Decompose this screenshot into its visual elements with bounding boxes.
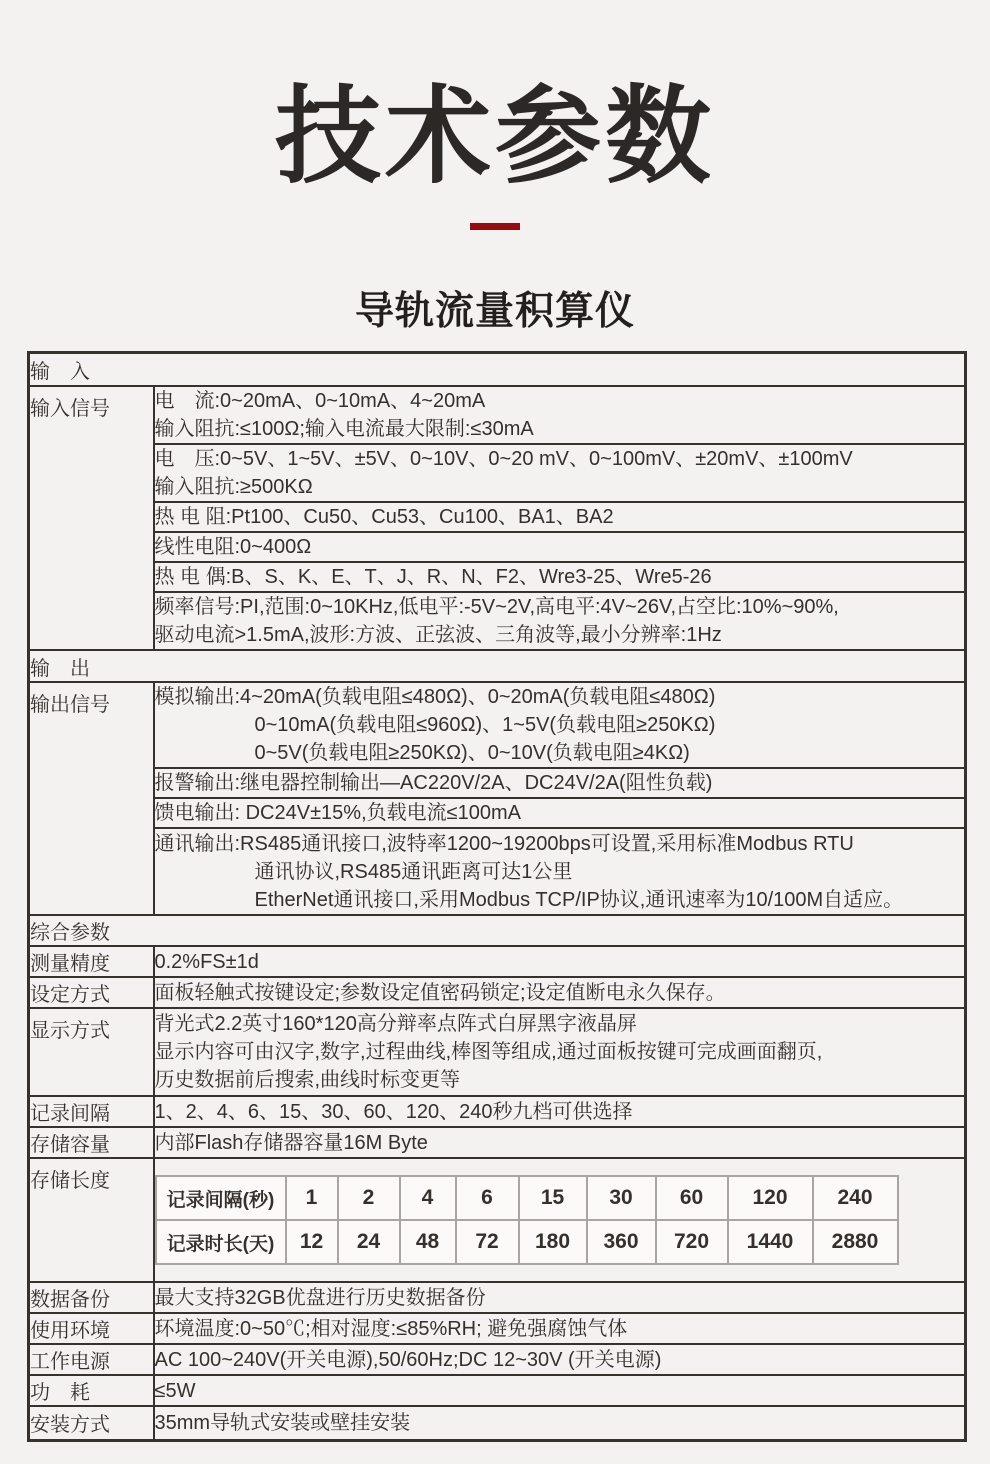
spec-value xyxy=(154,1344,966,1375)
spec-line: 热 电 偶:B、S、K、E、T、J、R、N、F2、Wre3-25、Wre5-26 xyxy=(154,566,712,589)
spec-row-input-linear-resistance xyxy=(29,532,966,562)
spec-row-input-frequency xyxy=(29,592,966,650)
spec-value xyxy=(154,1313,966,1344)
section-label: 综合参数 xyxy=(29,915,966,946)
spec-label: 显示方式 xyxy=(29,1008,154,1096)
spec-row-display-method xyxy=(29,1008,966,1096)
spec-row-output-alarm xyxy=(29,768,966,798)
spec-value xyxy=(154,1008,966,1096)
spec-line: 驱动电流>1.5mA,波形:方波、正弦波、三角波等,最小分辨率:1Hz xyxy=(154,624,722,647)
spec-label: 功 耗 xyxy=(29,1375,154,1406)
spec-row-environment xyxy=(29,1313,966,1344)
spec-label: 存储长度 xyxy=(29,1158,154,1282)
spec-value xyxy=(154,592,966,650)
spec-value xyxy=(154,1282,966,1313)
spec-label: 设定方式 xyxy=(29,977,154,1008)
spec-value xyxy=(154,946,966,977)
spec-line: 1、2、4、6、15、30、60、120、240秒九档可供选择 xyxy=(154,1100,633,1123)
spec-line: 通讯输出:RS485通讯接口,波特率1200~19200bps可设置,采用标准Modbus RTU xyxy=(154,832,854,855)
spec-value xyxy=(154,1158,966,1282)
spec-line: 0.2%FS±1d xyxy=(154,950,259,973)
spec-row-storage-capacity xyxy=(29,1127,966,1158)
storage-duration-value: 2880 xyxy=(813,1220,898,1264)
storage-interval-value: 4 xyxy=(400,1176,456,1220)
storage-interval-value: 15 xyxy=(519,1176,587,1220)
storage-duration-value: 12 xyxy=(286,1220,338,1264)
spec-line: 馈电输出: DC24V±15%,负载电流≤100mA xyxy=(154,802,521,825)
spec-label: 工作电源 xyxy=(29,1344,154,1375)
spec-line: 内部Flash存储器容量16M Byte xyxy=(154,1131,428,1154)
spec-value xyxy=(154,682,966,768)
storage-interval-header: 记录间隔(秒) xyxy=(156,1176,286,1220)
storage-interval-value: 240 xyxy=(813,1176,898,1220)
storage-duration-value: 48 xyxy=(400,1220,456,1264)
storage-interval-value: 6 xyxy=(456,1176,519,1220)
storage-duration-value: 24 xyxy=(338,1220,400,1264)
section-label: 输 入 xyxy=(29,352,966,386)
spec-line: 0~10mA(负载电阻≤960Ω)、1~5V(负载电阻≥250KΩ) xyxy=(254,714,716,737)
spec-line: 环境温度:0~50℃;相对湿度:≤85%RH; 避免强腐蚀气体 xyxy=(154,1317,628,1340)
spec-line: 历史数据前后搜索,曲线时标变更等 xyxy=(154,1069,461,1092)
storage-interval-value: 120 xyxy=(728,1176,813,1220)
storage-interval-value: 1 xyxy=(286,1176,338,1220)
spec-value xyxy=(154,1406,966,1440)
spec-line: 0~5V(负载电阻≥250KΩ)、0~10V(负载电阻≥4KΩ) xyxy=(254,742,690,765)
storage-duration-value: 720 xyxy=(656,1220,728,1264)
spec-line: 35mm导轨式安装或壁挂安装 xyxy=(154,1411,411,1434)
spec-table xyxy=(27,351,967,1442)
spec-row-output-feed xyxy=(29,798,966,828)
spec-label: 数据备份 xyxy=(29,1282,154,1313)
storage-table xyxy=(155,1175,899,1265)
spec-label-output-signal: 输出信号 xyxy=(29,682,154,915)
spec-value xyxy=(154,502,966,532)
spec-row-power-consumption xyxy=(29,1375,966,1406)
spec-value xyxy=(154,768,966,798)
spec-row-input-rtd xyxy=(29,502,966,532)
section-row-general xyxy=(29,915,966,946)
spec-label: 使用环境 xyxy=(29,1313,154,1344)
spec-row-installation xyxy=(29,1406,966,1440)
spec-value xyxy=(154,444,966,502)
spec-line: 频率信号:PI,范围:0~10KHz,低电平:-5V~2V,高电平:4V~26V,占空比:10%~90%, xyxy=(154,596,839,619)
storage-interval-value: 30 xyxy=(587,1176,656,1220)
spec-label: 存储容量 xyxy=(29,1127,154,1158)
spec-value xyxy=(154,977,966,1008)
spec-line: 显示内容可由汉字,数字,过程曲线,棒图等组成,通过面板按键可完成画面翻页, xyxy=(154,1041,823,1064)
spec-row-accuracy xyxy=(29,946,966,977)
spec-value xyxy=(154,1096,966,1127)
spec-line: 输入阻抗:≥500KΩ xyxy=(154,476,313,499)
storage-duration-value: 360 xyxy=(587,1220,656,1264)
page-subtitle: 导轨流量积算仪 xyxy=(354,289,635,333)
spec-value xyxy=(154,798,966,828)
section-row-output xyxy=(29,650,966,682)
spec-line: ≤5W xyxy=(154,1379,196,1402)
spec-label-input-signal: 输入信号 xyxy=(29,386,154,650)
spec-value xyxy=(154,828,966,915)
spec-line: 线性电阻:0~400Ω xyxy=(154,536,312,559)
spec-line: 电 压:0~5V、1~5V、±5V、0~10V、0~20 mV、0~100mV、±20mV、±100mV xyxy=(154,448,853,471)
storage-interval-row xyxy=(156,1176,898,1220)
spec-row-record-interval xyxy=(29,1096,966,1127)
spec-row-input-voltage xyxy=(29,444,966,502)
spec-value xyxy=(154,386,966,444)
spec-line: 面板轻触式按键设定;参数设定值密码锁定;设定值断电永久保存。 xyxy=(154,981,726,1004)
spec-line: EtherNet通讯接口,采用Modbus TCP/IP协议,通讯速率为10/100M自适应。 xyxy=(254,888,904,911)
spec-row-setting-method xyxy=(29,977,966,1008)
spec-row-output-communication xyxy=(29,828,966,915)
spec-row-power-supply xyxy=(29,1344,966,1375)
spec-value xyxy=(154,1127,966,1158)
spec-line: 通讯协议,RS485通讯距离可达1公里 xyxy=(254,860,573,883)
spec-line: 最大支持32GB优盘进行历史数据备份 xyxy=(154,1286,486,1309)
section-label: 输 出 xyxy=(29,650,966,682)
spec-label: 测量精度 xyxy=(29,946,154,977)
spec-value xyxy=(154,562,966,592)
spec-line: 电 流:0~20mA、0~10mA、4~20mA xyxy=(154,390,486,413)
spec-value xyxy=(154,1375,966,1406)
spec-label: 安装方式 xyxy=(29,1406,154,1440)
spec-line: 热 电 阻:Pt100、Cu50、Cu53、Cu100、BA1、BA2 xyxy=(154,506,614,529)
spec-value xyxy=(154,532,966,562)
spec-line: 输入阻抗:≤100Ω;输入电流最大限制:≤30mA xyxy=(154,418,534,441)
storage-duration-value: 1440 xyxy=(728,1220,813,1264)
spec-line: 背光式2.2英寸160*120高分辩率点阵式白屏黑字液晶屏 xyxy=(154,1013,637,1036)
storage-duration-header: 记录时长(天) xyxy=(156,1220,286,1264)
title-divider-dash xyxy=(470,223,520,230)
spec-row-input-thermocouple xyxy=(29,562,966,592)
spec-line: 报警输出:继电器控制输出—AC220V/2A、DC24V/2A(阻性负载) xyxy=(154,772,713,795)
spec-line: 模拟输出:4~20mA(负载电阻≤480Ω)、0~20mA(负载电阻≤480Ω) xyxy=(154,686,716,709)
section-row-input xyxy=(29,352,966,386)
spec-row-data-backup xyxy=(29,1282,966,1313)
storage-duration-row xyxy=(156,1220,898,1264)
storage-duration-value: 180 xyxy=(519,1220,587,1264)
spec-line: AC 100~240V(开关电源),50/60Hz;DC 12~30V (开关电源) xyxy=(154,1348,662,1371)
storage-interval-value: 60 xyxy=(656,1176,728,1220)
spec-label: 记录间隔 xyxy=(29,1096,154,1127)
spec-row-output-analog xyxy=(29,682,966,768)
storage-duration-value: 72 xyxy=(456,1220,519,1264)
page-title: 技术参数 xyxy=(275,78,715,196)
storage-interval-value: 2 xyxy=(338,1176,400,1220)
spec-row-storage-length xyxy=(29,1158,966,1282)
spec-row-input-current xyxy=(29,386,966,444)
